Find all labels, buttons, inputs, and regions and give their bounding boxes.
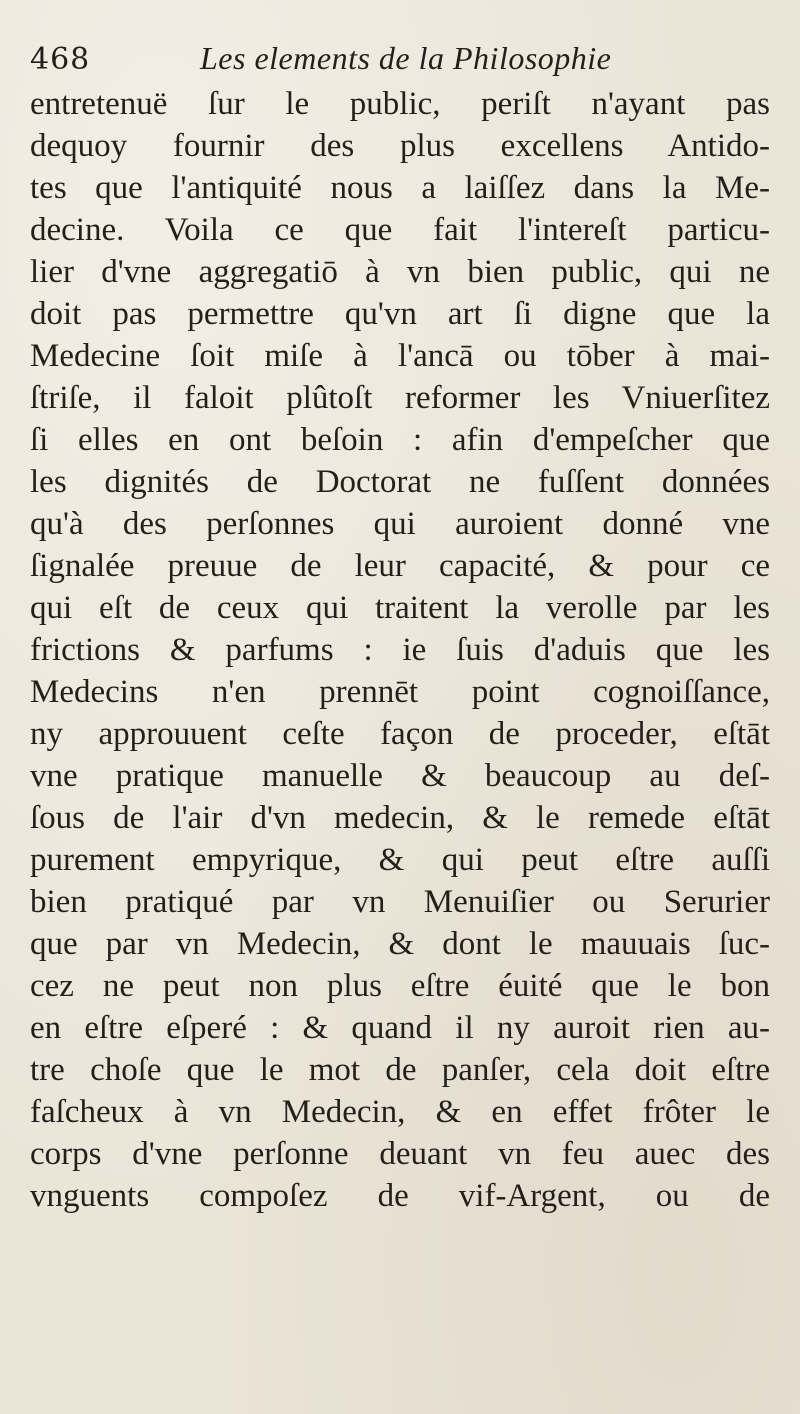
body-text [30, 83, 770, 1217]
text-line: qu'à des perſonnes qui auroient donné vne [30, 506, 770, 542]
text-line: ſi elles en ont beſoin : afin d'empeſcher que [30, 422, 770, 458]
text-line: ſtriſe, il faloit plûtoſt reformer les Vniuerſitez [30, 380, 770, 416]
text-line: Medecins n'en prennēt point cognoiſſance, [30, 674, 770, 710]
text-line: entretenuë ſur le public, periſt n'ayant pas [30, 86, 770, 122]
text-line: ny approuuent ceſte façon de proceder, eſtāt [30, 716, 770, 752]
text-line: lier d'vne aggregatiō à vn bien public, qui ne [30, 254, 770, 290]
text-line: les dignités de Doctorat ne fuſſent données [30, 464, 770, 500]
text-line: faſcheux à vn Medecin, & en effet frôter le [30, 1094, 770, 1130]
text-line: vne pratique manuelle & beaucoup au deſ- [30, 758, 770, 794]
text-line: vnguents compoſez de vif-Argent, ou de [30, 1178, 770, 1214]
text-line: Medecine ſoit miſe à l'ancā ou tōber à mai- [30, 338, 770, 374]
text-line: dequoy fournir des plus excellens Antido- [30, 128, 770, 164]
text-line: cez ne peut non plus eſtre éuité que le bon [30, 968, 770, 1004]
text-line: doit pas permettre qu'vn art ſi digne que la [30, 296, 770, 332]
page-number: 468 [30, 42, 91, 77]
text-line: qui eſt de ceux qui traitent la verolle par les [30, 590, 770, 626]
text-line: en eſtre eſperé : & quand il ny auroit rien au- [30, 1010, 770, 1046]
text-line: decine. Voila ce que fait l'intereſt particu- [30, 212, 770, 248]
text-line: que par vn Medecin, & dont le mauuais ſuc- [30, 926, 770, 962]
text-line: corps d'vne perſonne deuant vn feu auec des [30, 1136, 770, 1172]
text-line: ſignalée preuue de leur capacité, & pour ce [30, 548, 770, 584]
text-line: tre choſe que le mot de panſer, cela doit eſtre [30, 1052, 770, 1088]
text-line: tes que l'antiquité nous a laiſſez dans la Me- [30, 170, 770, 206]
text-line: bien pratiqué par vn Menuiſier ou Serurier [30, 884, 770, 920]
running-title: Les elements de la Philosophie [200, 40, 612, 76]
text-line: frictions & parfums : ie ſuis d'aduis que les [30, 632, 770, 668]
text-line: purement empyrique, & qui peut eſtre auſſi [30, 842, 770, 878]
text-line: ſous de l'air d'vn medecin, & le remede eſtāt [30, 800, 770, 836]
